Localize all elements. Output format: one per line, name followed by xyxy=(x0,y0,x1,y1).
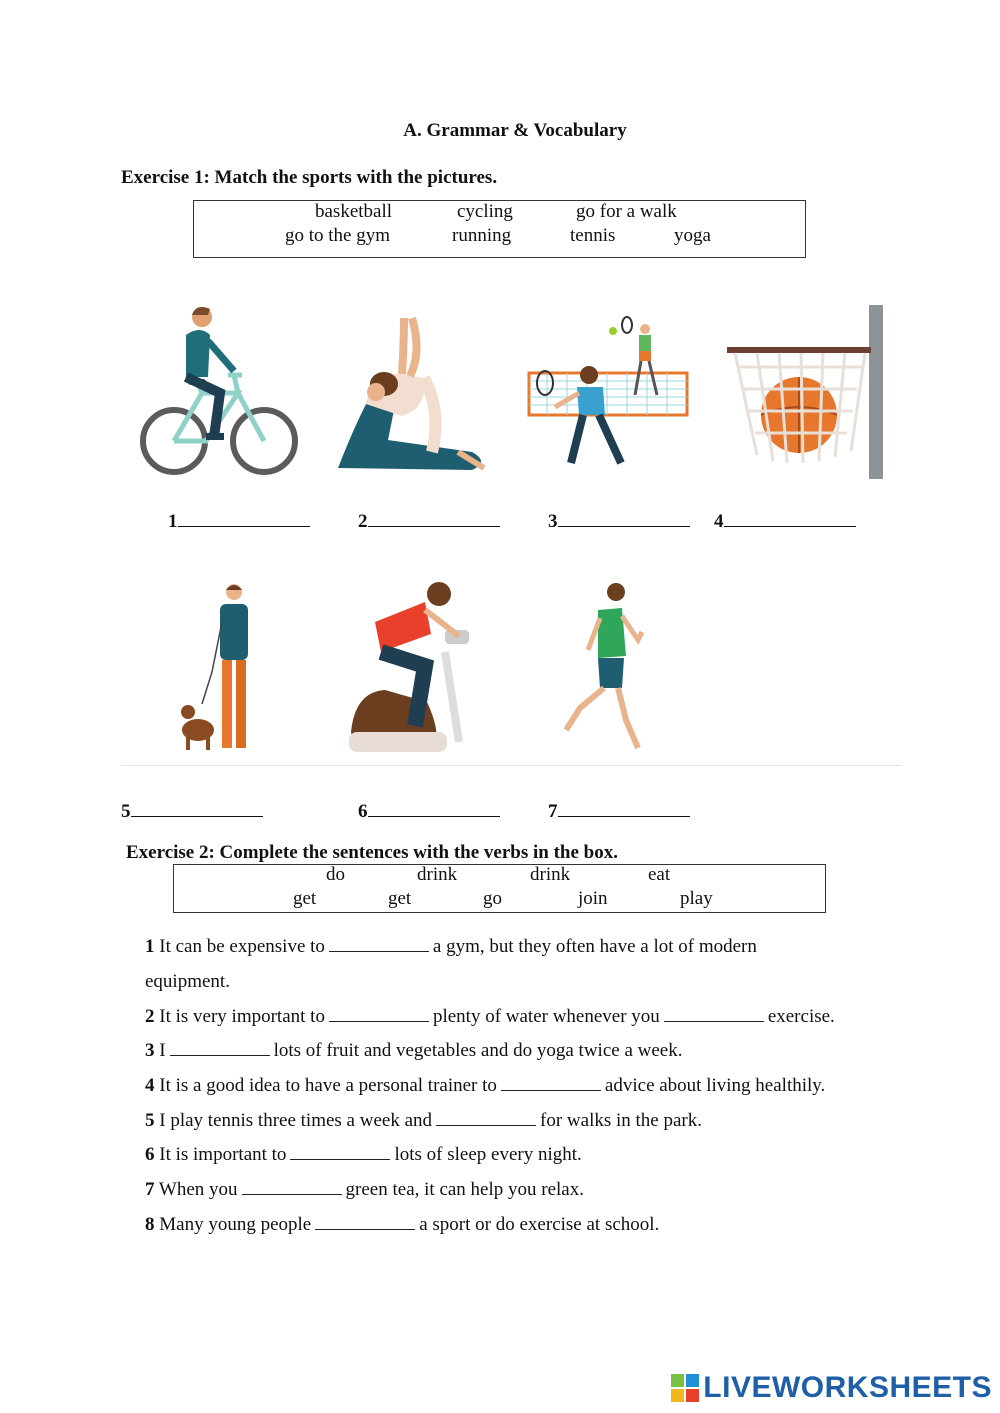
verb-join: join xyxy=(578,888,608,909)
exercise1-heading: Exercise 1: Match the sports with the pictures. xyxy=(121,167,498,188)
sentence-4-gap[interactable] xyxy=(501,1075,601,1091)
sentence-8-gap[interactable] xyxy=(315,1214,415,1230)
verb-get-2: get xyxy=(388,888,412,909)
sentence-2-gap-b[interactable] xyxy=(664,1006,764,1022)
sentence-1-continued: equipment. xyxy=(145,971,230,992)
verb-drink-1: drink xyxy=(417,864,458,885)
verb-drink-2: drink xyxy=(530,864,571,885)
verb-box-exercise2 xyxy=(173,864,826,913)
divider-line xyxy=(121,765,902,766)
verb-get-1: get xyxy=(293,888,317,909)
basketball-picture xyxy=(727,305,885,480)
sentence-6-gap[interactable] xyxy=(290,1144,390,1160)
answer-blank-7[interactable]: 7 xyxy=(548,798,690,823)
word-cycling: cycling xyxy=(457,201,513,222)
sentence-2-gap-a[interactable] xyxy=(329,1006,429,1022)
answer-blank-5[interactable]: 5 xyxy=(121,798,263,823)
verb-eat: eat xyxy=(648,864,671,885)
sentence-8: 8 Many young people a sport or do exercise at school. xyxy=(145,1214,660,1235)
sentence-3: 3 I lots of fruit and vegetables and do yoga twice a week. xyxy=(145,1040,683,1061)
verb-play: play xyxy=(680,888,713,909)
liveworksheets-brand: LIVEWORKSHEETS xyxy=(703,1371,992,1404)
cycling-picture xyxy=(138,305,298,480)
yoga-picture xyxy=(332,312,492,474)
word-go-to-the-gym: go to the gym xyxy=(285,225,391,246)
section-title: A. Grammar & Vocabulary xyxy=(403,120,627,141)
word-running: running xyxy=(452,225,512,246)
verb-go: go xyxy=(483,888,502,909)
word-box-exercise1 xyxy=(193,200,806,258)
sentence-4: 4 It is a good idea to have a personal trainer to advice about living healthily. xyxy=(145,1075,826,1096)
tennis-picture xyxy=(527,315,692,470)
sentence-2: 2 It is very important to plenty of water whenever you exercise. xyxy=(145,1006,835,1027)
sentence-7-gap[interactable] xyxy=(242,1179,342,1195)
liveworksheets-logo-icon xyxy=(671,1374,699,1402)
sentence-5-gap[interactable] xyxy=(436,1110,536,1126)
sentence-7: 7 When you green tea, it can help you relax. xyxy=(145,1179,584,1200)
answer-blank-6[interactable]: 6 xyxy=(358,798,500,823)
go-to-the-gym-picture xyxy=(345,582,475,754)
word-yoga: yoga xyxy=(674,225,711,246)
answer-blank-1[interactable]: 1 xyxy=(168,508,310,533)
sentence-1-gap[interactable] xyxy=(329,936,429,952)
word-go-for-a-walk: go for a walk xyxy=(576,201,677,222)
sentence-5: 5 I play tennis three times a week and for walks in the park. xyxy=(145,1110,702,1131)
go-for-a-walk-picture xyxy=(178,582,258,754)
running-picture xyxy=(560,580,650,758)
answer-blank-4[interactable]: 4 xyxy=(714,508,856,533)
answer-blank-3[interactable]: 3 xyxy=(548,508,690,533)
word-basketball: basketball xyxy=(315,201,393,222)
sentence-1: 1 It can be expensive to a gym, but they often have a lot of modern xyxy=(145,936,757,957)
liveworksheets-logo[interactable] xyxy=(671,1371,992,1405)
exercise2-heading: Exercise 2: Complete the sentences with the verbs in the box. xyxy=(126,842,618,863)
sentence-6: 6 It is important to lots of sleep every night. xyxy=(145,1144,582,1165)
verb-do: do xyxy=(326,864,345,885)
word-tennis: tennis xyxy=(570,225,616,246)
sentence-3-gap[interactable] xyxy=(170,1040,270,1056)
answer-blank-2[interactable]: 2 xyxy=(358,508,500,533)
